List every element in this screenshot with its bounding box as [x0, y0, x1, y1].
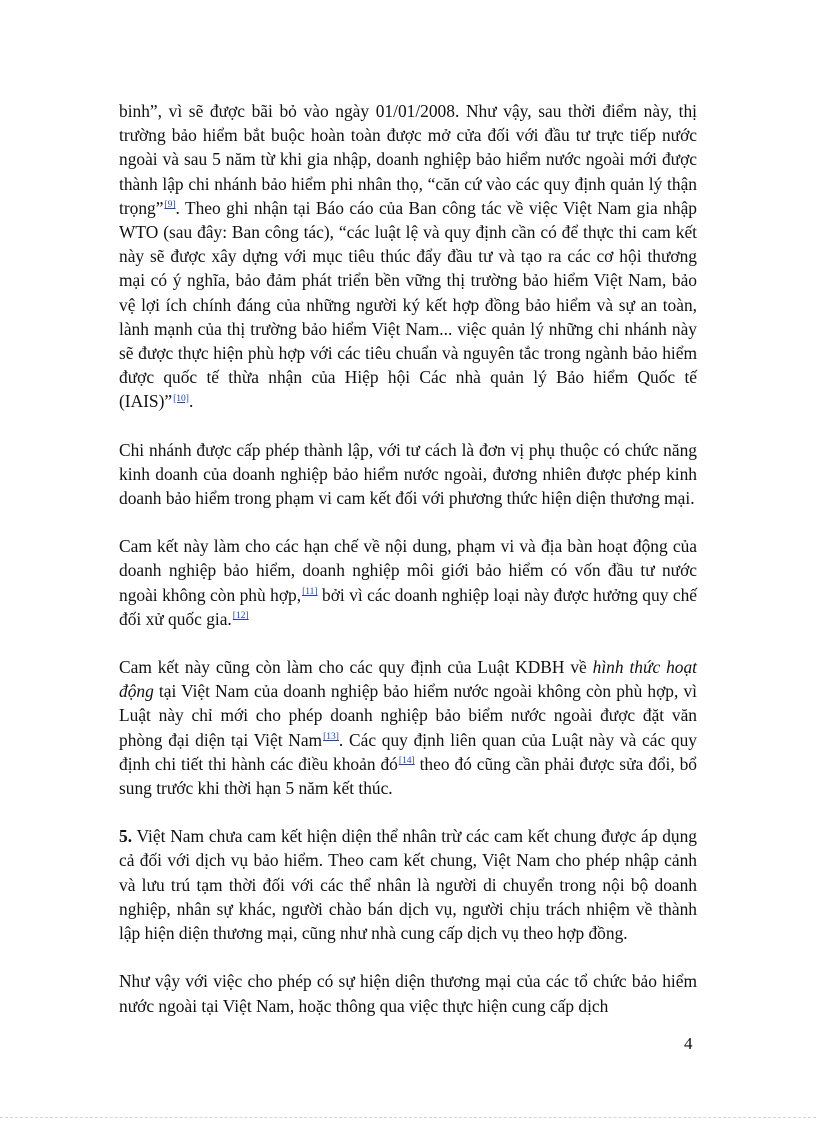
text-segment: tại Việt Nam của doanh nghiệp bảo hiểm nước ngoài không còn phù hợp, vì Luật này chỉ mới cho phép doanh nghiệp bảo biểm nước ngoài được đặt văn phòng đại diện tại Việt Nam: [119, 681, 697, 750]
footnote-reference-link[interactable]: [14]: [398, 756, 415, 767]
text-segment: Như vậy với việc cho phép có sự hiện diện thương mại của các tổ chức bảo hiểm nước ngoài tại Việt Nam, hoặc thông qua việc thực hiện cung cấp dịch: [119, 971, 697, 1016]
text-segment: Cam kết này cũng còn làm cho các quy định của Luật KDBH về: [119, 657, 593, 678]
section-number: 5.: [119, 826, 133, 847]
footnote-reference-link[interactable]: [10]: [173, 393, 189, 404]
text-segment: bởi vì các doanh nghiệp loại này được hưởng quy chế đối xử quốc gia.: [119, 584, 697, 629]
body-text: [119, 99, 697, 1042]
text-segment: . Các quy định liên quan của Luật này và các quy định chi tiết thi hành các điều khoản đó: [119, 729, 697, 774]
text-segment: theo đó cũng cần phải được sửa đổi, bổ sung trước khi thời hạn 5 năm kết thúc.: [119, 753, 698, 799]
paragraph-5: [119, 824, 697, 945]
page-number: 4: [684, 1034, 693, 1053]
text-segment: Chi nhánh được cấp phép thành lập, với tư cách là đơn vị phụ thuộc có chức năng kinh doanh của doanh nghiệp bảo hiểm nước ngoài, đương nhiên được phép kinh doanh bảo hiểm trong phạm vi cam kết đối với phương thức hiện diện thương mại.: [119, 439, 697, 509]
paragraph-3: [119, 534, 697, 631]
text-segment: Việt Nam chưa cam kết hiện diện thể nhân trừ các cam kết chung được áp dụng cả đối với dịch vụ bảo hiểm. Theo cam kết chung, Việt Nam cho phép nhập cảnh và lưu trú tạm thời đối với các thể nhân là người di chuyển trong nội bộ doanh nghiệp, nhân sự khác, người chào bán dịch vụ, người chịu trách nhiệm về thành lập hiện diện thương mại, cũng như nhà cung cấp dịch vụ theo hợp đồng.: [119, 826, 697, 944]
paragraph-1: [119, 99, 697, 414]
paragraph-6: [119, 969, 697, 1017]
text-segment: . Theo ghi nhận tại Báo cáo của Ban công tác về việc Việt Nam gia nhập WTO (sau đây: Ban công tác), “các luật lệ và quy định cần có để thực thi cam kết này sẽ được xây dựng với mục tiêu thúc đẩy đầu tư và tạo ra các cơ hội thương mại có ý nghĩa, bảo đảm phát triển bền vững thị trường bảo hiểm Việt Nam, bảo vệ lợi ích chính đáng của những người ký kết hợp đồng bảo hiểm và sự an toàn, lành mạnh của thị trường bảo hiểm Việt Nam... việc quản lý những chi nhánh này sẽ được thực hiện phù hợp với các tiêu chuẩn và nguyên tắc trong ngành bảo hiểm được quốc tế thừa nhận của Hiệp hội Các nhà quản lý Bảo hiểm Quốc tế (IAIS)”: [119, 197, 697, 412]
footnote-reference-link[interactable]: [13]: [323, 731, 339, 742]
footnote-reference-link[interactable]: [12]: [232, 611, 249, 622]
text-segment: .: [188, 391, 194, 412]
text-segment: Cam kết này làm cho các hạn chế về nội dung, phạm vi và địa bàn hoạt động của doanh nghiệp bảo hiểm, doanh nghiệp môi giới bảo hiểm có vốn đầu tư nước ngoài không còn phù hợp,: [119, 536, 697, 605]
italic-text: hình thức hoạt động: [119, 657, 697, 702]
page-bottom-divider: [0, 1117, 816, 1118]
paragraph-2: [119, 438, 697, 511]
footnote-reference-link[interactable]: [11]: [302, 586, 318, 597]
text-segment: binh”, vì sẽ được bãi bỏ vào ngày 01/01/2008. Như vậy, sau thời điểm này, thị trường bảo hiểm bắt buộc hoàn toàn được mở cửa đối với đầu tư trực tiếp nước ngoài và sau 5 năm từ khi gia nhập, doanh nghiệp bảo hiểm nước ngoài mới được thành lập chi nhánh bảo hiểm phi nhân thọ, “căn cứ vào các quy định quản lý thận trọng”: [119, 101, 697, 218]
footnote-reference-link[interactable]: [9]: [164, 200, 176, 211]
paragraph-4: [119, 655, 697, 800]
